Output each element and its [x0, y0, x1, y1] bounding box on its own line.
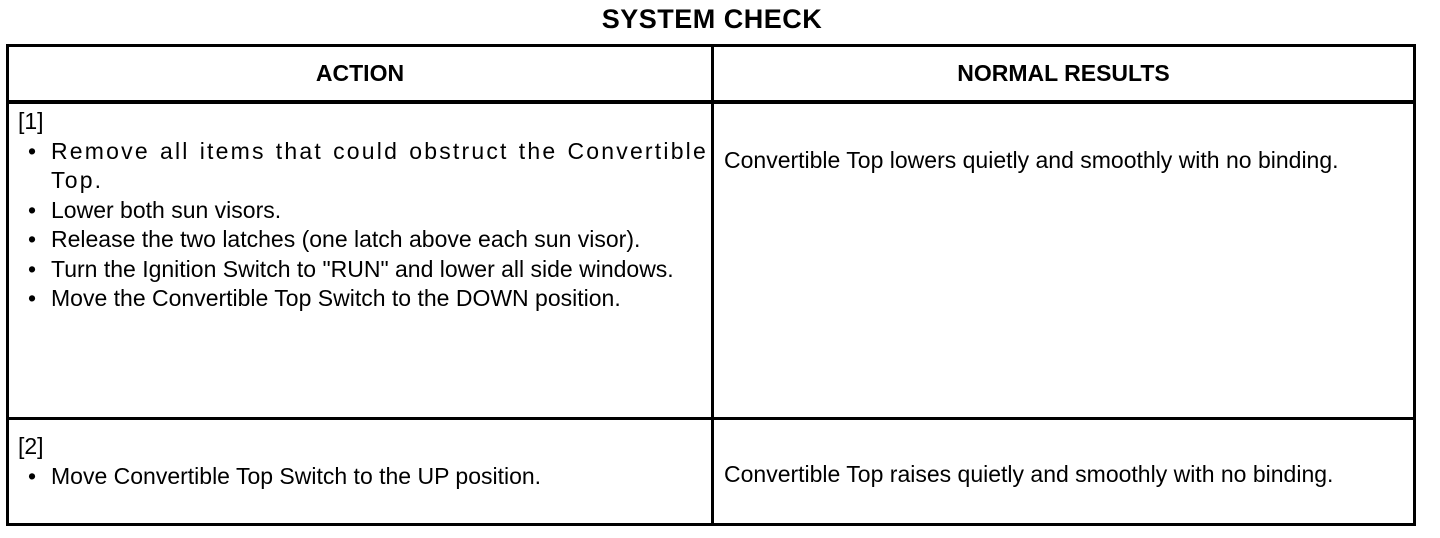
list-item	[28, 137, 708, 196]
action-text: Move the Convertible Top Switch to the DOWN position.	[51, 285, 621, 311]
list-item	[28, 462, 708, 492]
step-number: [2]	[18, 433, 44, 459]
row-divider	[9, 417, 1413, 420]
action-text: Move Convertible Top Switch to the UP position.	[51, 462, 542, 489]
list-item	[28, 255, 708, 285]
list-item	[28, 196, 708, 226]
list-item	[28, 225, 708, 255]
action-cell-step-1	[18, 107, 708, 314]
result-cell-step-1: Convertible Top lowers quietly and smoothly with no binding.	[724, 147, 1339, 173]
bullet-dot-icon: •	[28, 137, 37, 164]
action-text: Remove all items that could obstruct the Convertible Top.	[51, 137, 708, 193]
bullet-dot-icon: •	[28, 462, 37, 489]
header-action: ACTION	[315, 60, 405, 86]
result-cell-step-2: Convertible Top raises quietly and smoothly with no binding.	[724, 461, 1334, 487]
step-number: [1]	[18, 108, 44, 134]
action-text: Turn the Ignition Switch to "RUN" and lower all side windows.	[51, 255, 674, 282]
action-text: Lower both sun visors.	[51, 196, 282, 223]
bullet-dot-icon: •	[28, 255, 37, 282]
action-list	[18, 137, 708, 314]
header-normal-results: NORMAL RESULTS	[957, 60, 1170, 86]
bullet-dot-icon: •	[28, 196, 37, 223]
page-title: SYSTEM CHECK	[601, 4, 823, 34]
action-cell-step-2	[18, 432, 708, 491]
system-check-table	[6, 44, 1416, 526]
column-divider	[711, 47, 714, 523]
list-item	[28, 284, 708, 314]
action-list	[18, 462, 708, 492]
header-divider	[9, 100, 1413, 104]
bullet-dot-icon: •	[28, 285, 37, 311]
action-text: Release the two latches (one latch above each sun visor).	[51, 226, 641, 252]
bullet-dot-icon: •	[28, 226, 37, 252]
